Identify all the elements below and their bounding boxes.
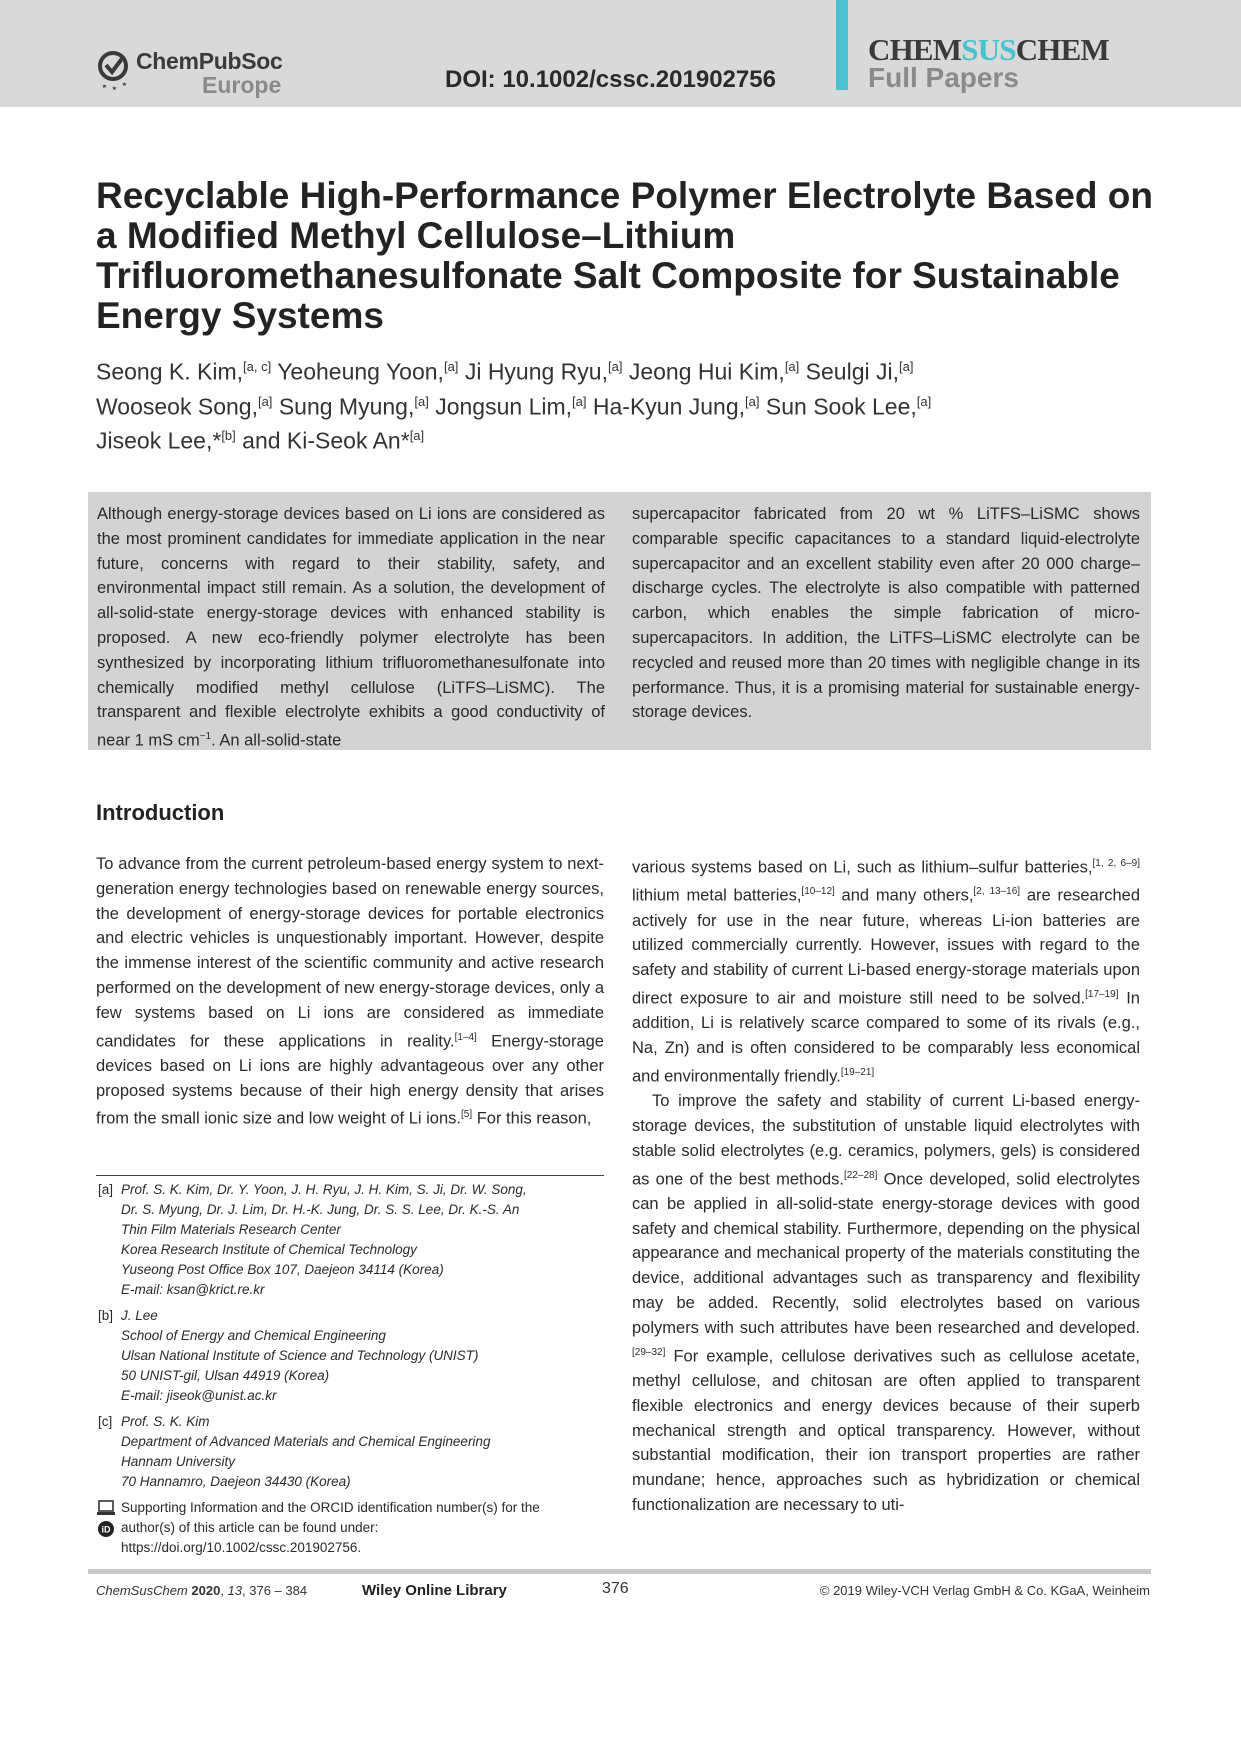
- citation-ref[interactable]: [1, 2, 6–9]: [1092, 858, 1140, 869]
- footnote-body: [121, 1412, 604, 1492]
- author-affiliation-marker: [b]: [221, 428, 236, 444]
- computer-icon: [99, 1501, 113, 1511]
- footnote-tag: [b]: [98, 1308, 114, 1323]
- abstract-left-column: [97, 502, 605, 753]
- logo-text-europe: Europe: [202, 72, 282, 98]
- footer-volume: 13: [227, 1583, 243, 1598]
- footer-rule: [88, 1569, 1151, 1574]
- body-text: To advance from the current petroleum-based energy system to next-generation energy technologies based on renewable energy sources, the development of energy-storage devices for portable electronics and electric vehicles is unquestionably important. However, despite the immense interest of the scientific community and active research performed on the development of new energy-storage devices, only a few systems based on Li ions are considered as immediate candidates for these applications in reality.: [96, 855, 604, 1051]
- citation-ref[interactable]: [2, 13–16]: [973, 886, 1021, 898]
- body-paragraph: [96, 852, 604, 1132]
- author-affiliation-marker: [a]: [572, 393, 587, 409]
- footnote-email[interactable]: E-mail: jiseok@unist.ac.kr: [121, 1388, 277, 1403]
- article-doi[interactable]: DOI: 10.1002/cssc.201902756: [445, 66, 776, 93]
- si-line: Supporting Information and the ORCID identification number(s) for the: [121, 1500, 540, 1515]
- wiley-online-library-link[interactable]: Wiley Online Library: [362, 1582, 507, 1599]
- footnote-line: 70 Hannamro, Daejeon 34430 (Korea): [121, 1474, 351, 1489]
- citation-ref[interactable]: [29–32]: [632, 1346, 666, 1358]
- body-text: and many others,: [834, 886, 974, 905]
- footnote-body: [121, 1306, 604, 1406]
- footnote-line: School of Energy and Chemical Engineering: [121, 1328, 386, 1343]
- abstract-text: . An all-solid-state: [211, 731, 342, 750]
- footer-journal: ChemSusChem: [96, 1583, 188, 1598]
- logo-text-chempubsoc: ChemPubSoc: [136, 48, 283, 74]
- citation-ref[interactable]: [10–12]: [801, 886, 835, 898]
- citation-ref[interactable]: [1–4]: [454, 1031, 477, 1043]
- body-column-right: [632, 852, 1140, 1518]
- footnote-line: Korea Research Institute of Chemical Technology: [121, 1242, 417, 1257]
- footnote-tag: [a]: [98, 1182, 114, 1197]
- body-column-left: [96, 852, 604, 1132]
- citation-ref[interactable]: [5]: [461, 1109, 473, 1121]
- author-affiliation-marker: [a, c]: [243, 359, 272, 374]
- author-affiliation-marker: [a]: [607, 359, 623, 374]
- footnote-email[interactable]: E-mail: ksan@krict.re.kr: [121, 1282, 265, 1297]
- body-text: For this reason,: [472, 1109, 592, 1128]
- body-paragraph: [632, 1089, 1140, 1518]
- supporting-info-icons: [96, 1500, 116, 1540]
- svg-text:iD: iD: [101, 1524, 111, 1535]
- author-affiliation-marker: [a]: [899, 359, 914, 374]
- author-affiliation-marker: [a]: [443, 359, 459, 374]
- body-text: Once developed, solid electrolytes can be applied in all-solid-state energy-storage devices with good safety and chemical stability. Furthermore, depending on the physical appearance and mechanical property of the materials constituting the device, additional advantages such as transparency and flexibility may be added. Recently, solid electrolytes based on various polymers with such attributes have been researched and developed.: [632, 1170, 1140, 1337]
- si-line: author(s) of this article can be found under:: [121, 1520, 379, 1535]
- body-text: are researched actively for use in the near future, whereas Li-ion batteries are utilized commercially currently. However, issues with regard to the safety and stability of current Li-based energy-storage materials upon direct exposure to air and moisture still need to be solved.: [632, 886, 1140, 1008]
- affiliation-footnote: [96, 1412, 604, 1492]
- supporting-information-note: [96, 1498, 604, 1558]
- affiliation-footnote: [96, 1306, 604, 1406]
- author-name: Ji Hyung Ryu,: [464, 358, 608, 385]
- affiliation-footnotes: [96, 1180, 604, 1558]
- footer-pages: 376 – 384: [249, 1583, 308, 1598]
- affiliation-footnote: [96, 1180, 604, 1300]
- author-affiliation-marker: [a]: [409, 428, 425, 444]
- author-name: Jiseok Lee,*: [96, 427, 222, 454]
- unit-exponent: −1: [199, 731, 212, 743]
- body-text: various systems based on Li, such as lithium–sulfur batteries,: [632, 858, 1093, 877]
- footer-year: 2020: [191, 1583, 221, 1598]
- author-name: Wooseok Song,: [96, 393, 258, 420]
- author-name: Seulgi Ji,: [805, 358, 899, 385]
- page-number: 376: [602, 1580, 629, 1597]
- journal-name-part1: CHEM: [868, 32, 962, 67]
- journal-name-part2: SUS: [961, 32, 1016, 67]
- footnote-line: Department of Advanced Materials and Chemical Engineering: [121, 1434, 491, 1449]
- citation-ref[interactable]: [22–28]: [844, 1169, 878, 1181]
- body-text: In addition, Li is relatively scarce compared to some of its rivals (e.g., Na, Zn) and is often considered to be comparably less economical and environmentally friendly.: [632, 989, 1140, 1086]
- author-name: Yeoheung Yoon,: [277, 358, 444, 385]
- author-name: Sun Sook Lee,: [765, 393, 917, 420]
- author-affiliation-marker: [a]: [257, 393, 273, 409]
- abstract-text: Although energy-storage devices based on Li ions are considered as the most prominent candidates for immediate application in the near future, concerns with regard to their stability, safety, and environmental impact still remain. As a solution, the development of all-solid-state energy-storage devices with enhanced stability is proposed. A new eco-friendly polymer electrolyte has been synthesized by incorporating lithium trifluoromethanesulfonate into chemically modified methyl cellulose (LiTFS–LiSMC). The transparent and flexible electrolyte exhibits a good conductivity of near 1 mS cm: [97, 505, 605, 750]
- body-paragraph: [632, 852, 1140, 1089]
- abstract-right-column: supercapacitor fabricated from 20 wt % LiTFS–LiSMC shows comparable specific capacitances to a standard liquid-electrolyte supercapacitor and an excellent stability even after 20 000 charge–discharge cycles. The electrolyte is also compatible with patterned carbon, which enables the simple fabrication of micro-supercapacitors. In addition, the LiTFS–LiSMC electrolyte can be recycled and reused more than 20 times with negligible change in its performance. Thus, it is a promising material for sustainable energy-storage devices.: [632, 505, 1140, 722]
- author-name: Seong K. Kim,: [96, 358, 244, 385]
- accent-bar: [836, 0, 848, 90]
- author-name: Ha-Kyun Jung,: [592, 393, 746, 420]
- article-title: Recyclable High-Performance Polymer Electrolyte Based on a Modified Methyl Cellulose–Lithium Trifluoromethanesulfonate Salt Composite for Sustainable Energy Systems: [96, 175, 1153, 336]
- footnote-line: 50 UNIST-gil, Ulsan 44919 (Korea): [121, 1368, 330, 1383]
- copyright-notice: © 2019 Wiley-VCH Verlag GmbH & Co. KGaA, Weinheim: [819, 1583, 1150, 1598]
- section-heading-introduction: Introduction: [96, 800, 225, 825]
- author-affiliation-marker: [a]: [784, 359, 800, 374]
- abstract-box: [88, 492, 1151, 750]
- body-text: lithium metal batteries,: [632, 886, 802, 905]
- journal-name-part3: CHEM: [1015, 32, 1109, 67]
- footnote-line: J. Lee: [121, 1308, 158, 1323]
- footer-citation: ChemSusChem 2020, 13, 376 – 384: [96, 1583, 308, 1598]
- footnote-line: Dr. S. Myung, Dr. J. Lim, Dr. H.-K. Jung, Dr. S. S. Lee, Dr. K.-S. An: [121, 1202, 520, 1217]
- footnote-line: Hannam University: [121, 1454, 236, 1469]
- body-text: To improve the safety and stability of current Li-based energy-storage devices, the substitution of unstable liquid electrolytes with stable solid electrolytes (e.g. ceramics, polymers, gels) is considered as one of the best methods.: [632, 1092, 1140, 1189]
- author-affiliation-marker: [a]: [916, 393, 932, 409]
- body-text: For example, cellulose derivatives such as cellulose acetate, methyl cellulose, and chitosan are often applied to transparent flexible electronics and energy devices because of their superb mechanical strength and optical transparency. However, without substantial modification, their ion transport properties are rather mundane; hence, approaches such as hybridization or chemical functionalization are necessary to uti-: [632, 1347, 1140, 1514]
- citation-ref[interactable]: [17–19]: [1085, 988, 1119, 1000]
- author-list: [96, 352, 1156, 456]
- chempubsoc-emblem-icon: [96, 48, 134, 90]
- si-link[interactable]: https://doi.org/10.1002/cssc.201902756.: [121, 1540, 362, 1555]
- footnote-line: Yuseong Post Office Box 107, Daejeon 34114 (Korea): [121, 1262, 444, 1277]
- journal-header: [0, 0, 1241, 107]
- footnote-line: Prof. S. K. Kim: [121, 1414, 210, 1429]
- article-type: Full Papers: [868, 62, 1019, 93]
- author-name: and Ki-Seok An*: [242, 427, 410, 454]
- chempubsoc-logo[interactable]: [96, 44, 296, 98]
- author-affiliation-marker: [a]: [414, 393, 429, 409]
- footnote-tag: [c]: [98, 1414, 113, 1429]
- author-name: Jongsun Lim,: [435, 393, 573, 420]
- footnote-line: Thin Film Materials Research Center: [121, 1222, 341, 1237]
- footnote-line: Ulsan National Institute of Science and Technology (UNIST): [121, 1348, 479, 1363]
- footnote-line: Prof. S. K. Kim, Dr. Y. Yoon, J. H. Ryu, J. H. Kim, S. Ji, Dr. W. Song,: [121, 1182, 527, 1197]
- footnote-body: [121, 1180, 604, 1300]
- author-affiliation-marker: [a]: [745, 393, 760, 409]
- author-name: Sung Myung,: [278, 393, 415, 420]
- footnote-divider: [96, 1175, 604, 1176]
- citation-ref[interactable]: [19–21]: [840, 1066, 875, 1078]
- body-text: Energy-storage devices based on Li ions are highly advantageous over any other proposed systems because of their high energy density that arises from the small ionic size and low weight of Li ions.: [96, 1032, 604, 1128]
- author-name: Jeong Hui Kim,: [628, 358, 785, 385]
